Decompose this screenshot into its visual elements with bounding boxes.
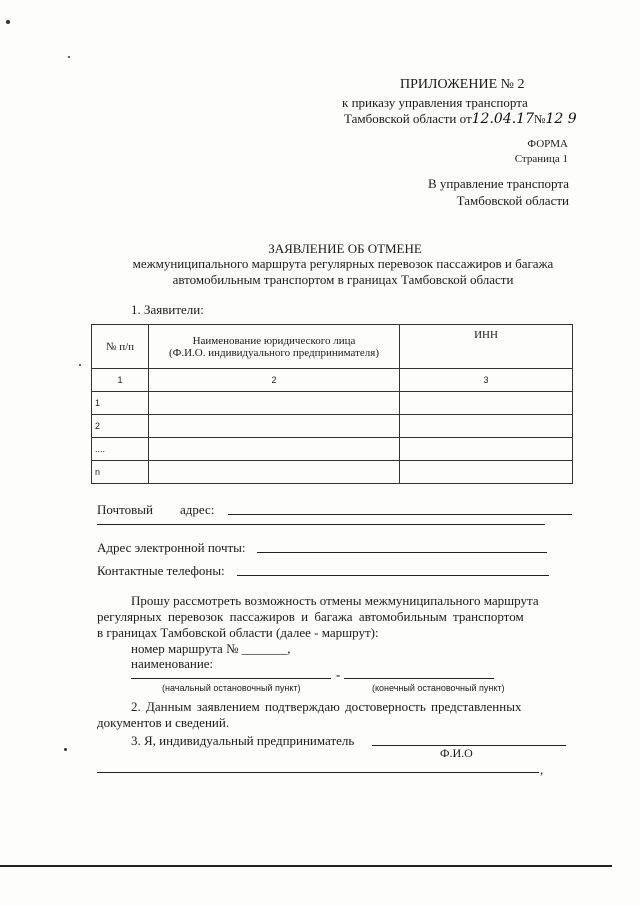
scan-speck — [79, 364, 81, 366]
postal-address-field[interactable] — [228, 514, 572, 515]
order-line-2 — [344, 111, 577, 127]
row-inn-cell[interactable] — [400, 392, 573, 415]
route-number-label: номер маршрута № _______, — [131, 641, 291, 656]
row-number: .... — [92, 438, 149, 461]
row-name-cell[interactable] — [149, 392, 400, 415]
numbering-cell: 1 — [92, 369, 149, 392]
order-no-handwritten: 12 9 — [545, 111, 577, 127]
order-date-handwritten: 12.04.17 — [471, 111, 534, 127]
row-number: 1 — [92, 392, 149, 415]
header-inn-label: ИНН — [474, 329, 498, 341]
row-name-cell[interactable] — [149, 461, 400, 484]
form-label: ФОРМА — [527, 138, 568, 150]
addressee-line-2: Тамбовской области — [456, 193, 569, 208]
route-dash: - — [336, 667, 341, 682]
applicants-label: 1. Заявители: — [131, 302, 204, 317]
phones-field[interactable] — [237, 575, 549, 576]
route-end-field[interactable] — [344, 678, 494, 679]
document-title: ЗАЯВЛЕНИЕ ОБ ОТМЕНЕ — [268, 241, 422, 256]
request-line-3: в границах Тамбовской области (далее - маршрут): — [97, 625, 379, 640]
email-label: Адрес электронной почты: — [97, 540, 246, 555]
row-inn-cell[interactable] — [400, 438, 573, 461]
row-name-cell[interactable] — [149, 438, 400, 461]
entrepreneur-label: 3. Я, индивидуальный предприниматель — [131, 733, 355, 748]
addressee-line-1: В управление транспорта — [427, 176, 569, 191]
order-line-1: к приказу управления транспорта — [342, 95, 528, 110]
appendix-title: ПРИЛОЖЕНИЕ № 2 — [400, 77, 525, 92]
fio-caption: Ф.И.О — [440, 746, 473, 760]
route-end-caption: (конечный остановочный пункт) — [372, 683, 505, 693]
scan-speck — [64, 748, 67, 751]
document-subtitle-2: автомобильным транспортом в границах Тамбовской области — [172, 272, 514, 287]
order-no-label: № — [533, 112, 546, 126]
phones-label: Контактные телефоны: — [97, 563, 225, 578]
trailing-comma: , — [540, 762, 544, 777]
entrepreneur-extra-field[interactable] — [97, 772, 539, 773]
header-cell-inn — [400, 325, 573, 369]
row-number: 2 — [92, 415, 149, 438]
header-name-sublabel: (Ф.И.О. индивидуального предпринимателя) — [168, 346, 380, 359]
row-inn-cell[interactable] — [400, 415, 573, 438]
route-start-field[interactable] — [131, 678, 331, 679]
confirmation-line-1: 2. Данным заявлением подтверждаю достоверность представленных — [131, 699, 522, 714]
numbering-cell: 2 — [149, 369, 400, 392]
route-name-label: наименование: — [131, 656, 214, 671]
numbering-cell: 3 — [400, 369, 573, 392]
row-name-cell[interactable] — [149, 415, 400, 438]
table-row — [92, 461, 573, 484]
email-field[interactable] — [257, 552, 547, 553]
applicants-table — [91, 324, 573, 484]
header-number-label: № п/п — [105, 340, 135, 353]
table-row — [92, 392, 573, 415]
table-numbering-row — [92, 369, 573, 392]
postal-address-label: Почтовый — [97, 502, 153, 517]
document-subtitle-1: межмуниципального маршрута регулярных перевозок пассажиров и багажа — [132, 256, 554, 271]
table-row — [92, 415, 573, 438]
confirmation-line-2: документов и сведений. — [97, 715, 230, 730]
postal-address-label-2: адрес: — [180, 502, 215, 517]
page-label: Страница 1 — [514, 153, 568, 165]
scan-speck — [6, 20, 10, 24]
header-cell-number — [92, 325, 149, 369]
header-name-label: Наименование юридического лица — [192, 334, 356, 347]
table-header-row — [92, 325, 573, 369]
scan-speck — [68, 56, 70, 58]
row-number: n — [92, 461, 149, 484]
request-line-2: регулярных перевозок пассажиров и багажа автомобильным транспортом — [97, 609, 524, 624]
table-row — [92, 438, 573, 461]
row-inn-cell[interactable] — [400, 461, 573, 484]
header-cell-name — [149, 325, 400, 369]
postal-address-field-2[interactable] — [97, 524, 545, 525]
request-line-1: Прошу рассмотреть возможность отмены межмуниципального маршрута — [131, 593, 539, 608]
route-start-caption: (начальный остановочный пункт) — [162, 683, 301, 693]
order-line-2-text: Тамбовской области от — [344, 111, 472, 126]
page-bottom-divider — [0, 865, 612, 867]
